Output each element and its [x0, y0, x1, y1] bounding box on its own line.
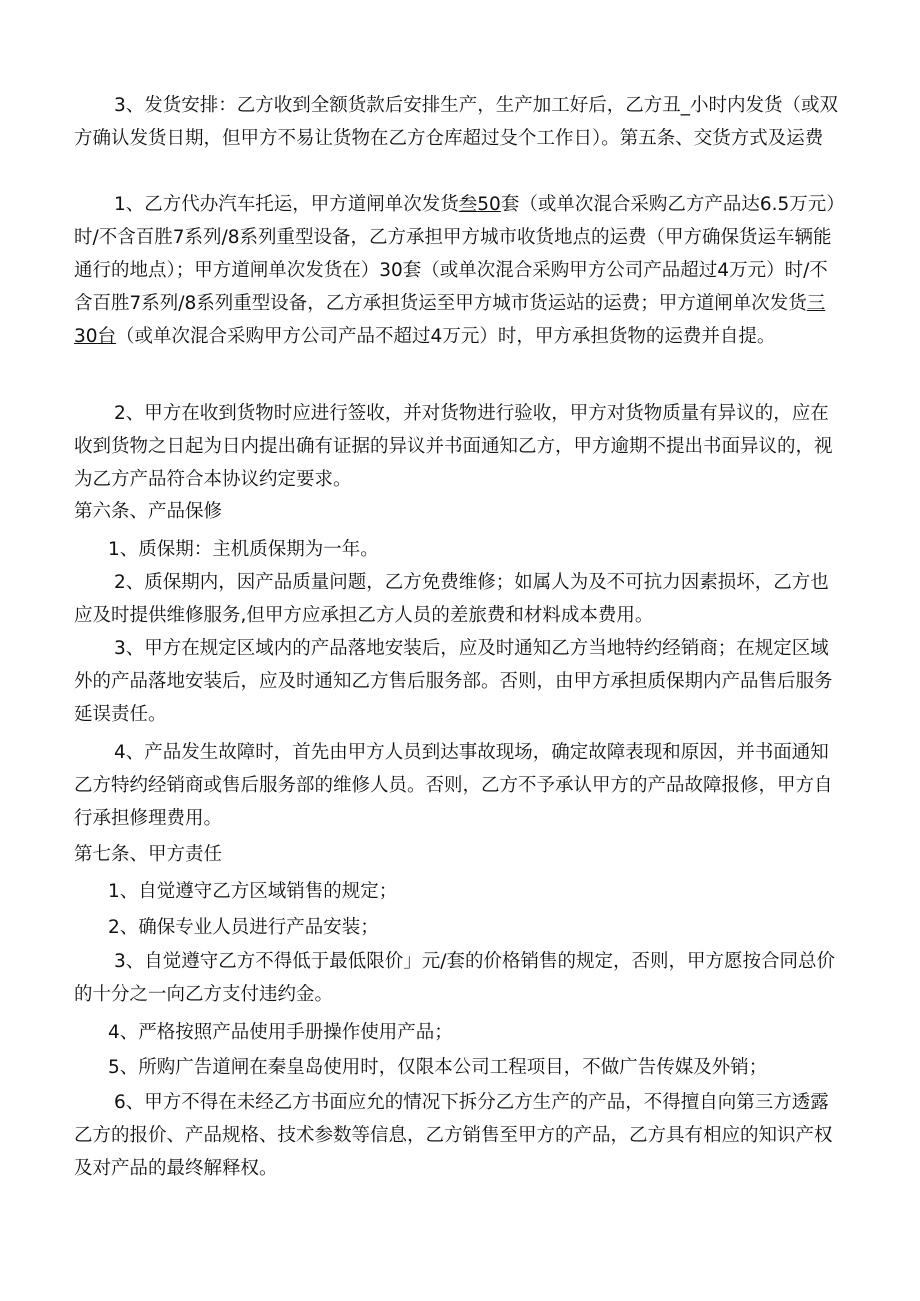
para-shipping-2 [74, 397, 846, 496]
para-duty-6 [74, 1086, 846, 1185]
para-delivery-arrangement [74, 89, 846, 155]
para-text: 1、质保期：主机质保期为一年。 [108, 539, 379, 560]
para-duty-1 [108, 875, 880, 908]
para-text: 2、质保期内，因产品质量问题，乙方免费维修；如属人为及不可抗力因素损坏，乙方也应及时提供维修服务,但甲方应承担乙方人员的差旅费和材料成本费用。 [74, 572, 829, 626]
section-heading-7 [74, 838, 222, 871]
para-duty-2 [108, 911, 880, 944]
para-text-b: 套（或单次混合采购乙方产品达6.5万元）时/不含百胜7系列/8系列重型设备，乙方承担甲方城市收货地点的运费（甲方确保货运车辆能通行的地点）；甲方道闸单次发货在）30套（或单次混合采购甲方公司产品超过4万元）时/不含百胜7系列/8系列重型设备，乙方承担货运至甲方城市货运站的运费；甲方道闸单次发货 [74, 194, 845, 314]
para-text: 5、所购广告道闸在秦皇岛使用时，仅限本公司工程项目，不做广告传媒及外销； [108, 1057, 768, 1078]
para-text: 3、甲方在规定区域内的产品落地安装后，应及时通知乙方当地特约经销商；在规定区域外的产品落地安装后，应及时通知乙方售后服务部。否则，由甲方承担质保期内产品售后服务延误责任。 [74, 638, 833, 725]
para-text: 3、发货安排：乙方收到全额货款后安排生产，生产加工好后，乙方丑_小时内发货（或双方确认发货日期，但甲方不易让货物在乙方仓库超过殳个工作日）。第五条、交货方式及运费 [74, 95, 839, 149]
heading-text: 第六条、产品保修 [74, 501, 223, 522]
para-text: 2、确保专业人员进行产品安装； [108, 917, 379, 938]
para-duty-4 [108, 1016, 880, 1049]
para-warranty-3 [74, 632, 846, 731]
para-warranty-2 [74, 566, 846, 632]
para-duty-5 [108, 1051, 880, 1084]
para-text: 3、自觉遵守乙方不得低于最低限价」元/套的价格销售的规定，否则，甲方愿按合同总价的十分之一向乙方支付违约金。 [74, 951, 836, 1005]
para-text-a: 1、乙方代办汽车托运，甲方道闸单次发货 [114, 194, 459, 215]
para-warranty-1 [108, 533, 880, 566]
underlined-quantity-2: 三30台 [74, 293, 826, 347]
para-warranty-4 [74, 736, 846, 835]
para-shipping-1 [74, 188, 846, 353]
para-text: 4、严格按照产品使用手册操作使用产品； [108, 1022, 453, 1043]
para-text: 1、自觉遵守乙方区域销售的规定； [108, 881, 398, 902]
para-duty-3 [74, 945, 846, 1011]
para-text: 2、甲方在收到货物时应进行签收，并对货物进行验收，甲方对货物质量有异议的，应在收到货物之日起为日内提出确有证据的异议并书面通知乙方，甲方逾期不提出书面异议的，视为乙方产品符合本协议约定要求。 [74, 403, 833, 490]
section-heading-6 [74, 495, 222, 528]
para-text: 4、产品发生故障时，首先由甲方人员到达事故现场，确定故障表现和原因，并书面通知乙方特约经销商或售后服务部的维修人员。否则，乙方不予承认甲方的产品故障报修，甲方自行承担修理费用。 [74, 742, 833, 829]
para-text: 6、甲方不得在未经乙方书面应允的情况下拆分乙方生产的产品，不得擅自向第三方透露乙方的报价、产品规格、技术参数等信息，乙方销售至甲方的产品，乙方具有相应的知识产权及对产品的最终解释权。 [74, 1092, 833, 1179]
heading-text: 第七条、甲方责任 [74, 844, 223, 865]
para-text-c: （或单次混合采购甲方公司产品不超过4万元）时，甲方承担货物的运费并自提。 [116, 326, 776, 347]
underlined-quantity-1: 叁50 [458, 194, 501, 215]
